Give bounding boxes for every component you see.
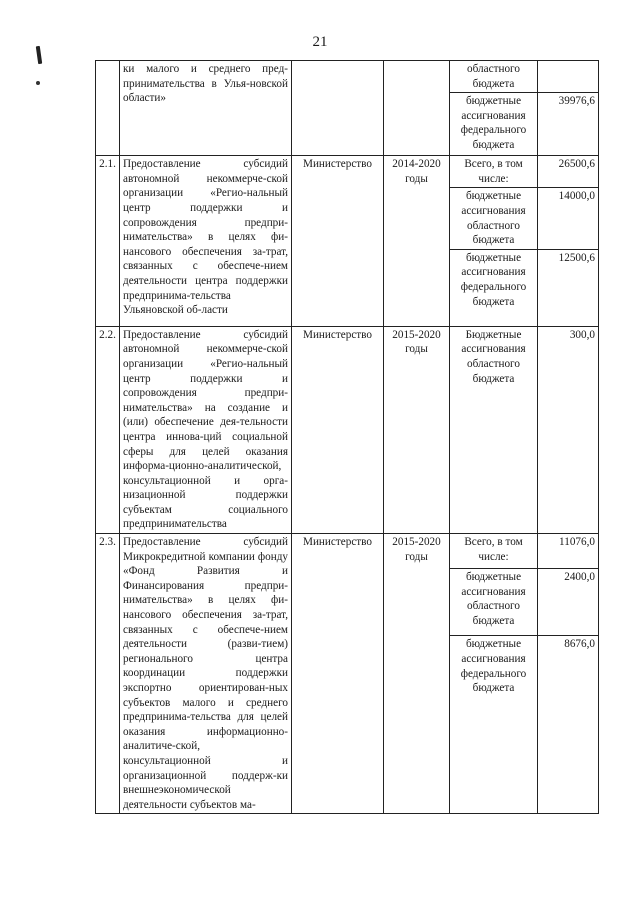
row-number: 2.2.: [96, 326, 120, 533]
fund-source: бюджетные ассигнования федерального бюджета: [450, 93, 538, 156]
fund-value: 8676,0: [538, 636, 599, 814]
fund-source: областного бюджета: [450, 61, 538, 93]
row-years: [384, 61, 450, 156]
row-number: 2.1.: [96, 156, 120, 327]
row-description: Предоставление субсидий Микрокредитной компании фонду «Фонд Развития и Финансирования предпри-нимательства» в целях фи-нансового обеспечения за-трат, связанных с обеспече-нием деятельности (разви-тием) регионального центра координации поддержки экспортно ориентирован-ных субъектов малого и среднего предпринима-тельства для целей оказания информационно-аналитиче-ской, консультационной и организационной поддерж-ки внешнеэкономической деятельности субъектов ма-: [120, 534, 292, 814]
table-row: [96, 61, 599, 93]
program-table: [95, 60, 599, 814]
fund-source: бюджетные ассигнования областного бюджета: [450, 569, 538, 636]
fund-value: 2400,0: [538, 569, 599, 636]
row-executor: Министерство: [292, 534, 384, 814]
row-executor: [292, 61, 384, 156]
scan-dot: [36, 81, 40, 85]
row-description: ки малого и среднего пред-принимательства в Улья-новской области»: [120, 61, 292, 156]
fund-source: Всего, в том числе:: [450, 534, 538, 569]
fund-source: бюджетные ассигнования федерального бюджета: [450, 249, 538, 326]
fund-value: 300,0: [538, 326, 599, 533]
fund-source: бюджетные ассигнования областного бюджета: [450, 188, 538, 249]
fund-value: 26500,6: [538, 156, 599, 188]
fund-value: 12500,6: [538, 249, 599, 326]
row-executor: Министерство: [292, 156, 384, 327]
fund-source: Бюджетные ассигнования областного бюджета: [450, 326, 538, 533]
row-executor: Министерство: [292, 326, 384, 533]
program-table-container: [95, 60, 598, 833]
row-number: [96, 61, 120, 156]
row-number: 2.3.: [96, 534, 120, 814]
row-years: 2015-2020 годы: [384, 326, 450, 533]
row-years: 2014-2020 годы: [384, 156, 450, 327]
table-row: [96, 156, 599, 188]
table-row: [96, 534, 599, 569]
row-description: Предоставление субсидий автономной некоммерче-ской организации «Регио-нальный центр поддержки и сопровождения предпри-нимательства» в целях фи-нансового обеспечения за-трат, связанных с обеспече-нием деятельности центра поддержки предпринима-тельства Ульяновской об-ласти: [120, 156, 292, 327]
fund-value: 39976,6: [538, 93, 599, 156]
row-years: 2015-2020 годы: [384, 534, 450, 814]
fund-source: Всего, в том числе:: [450, 156, 538, 188]
fund-value: [538, 61, 599, 93]
table-row: [96, 326, 599, 533]
fund-value: 11076,0: [538, 534, 599, 569]
fund-source: бюджетные ассигнования федерального бюджета: [450, 636, 538, 814]
row-description: Предоставление субсидий автономной некоммерче-ской организации «Регио-нальный центр поддержки и сопровождения предпри-нимательства» на создание и (или) обеспечение дея-тельности центра иннова-ций социальной сферы для целей оказания информа-ционно-аналитической, консультационной и орга-низационной поддержки субъектам социального предпринимательства: [120, 326, 292, 533]
fund-value: 14000,0: [538, 188, 599, 249]
page-number: 21: [312, 34, 328, 50]
